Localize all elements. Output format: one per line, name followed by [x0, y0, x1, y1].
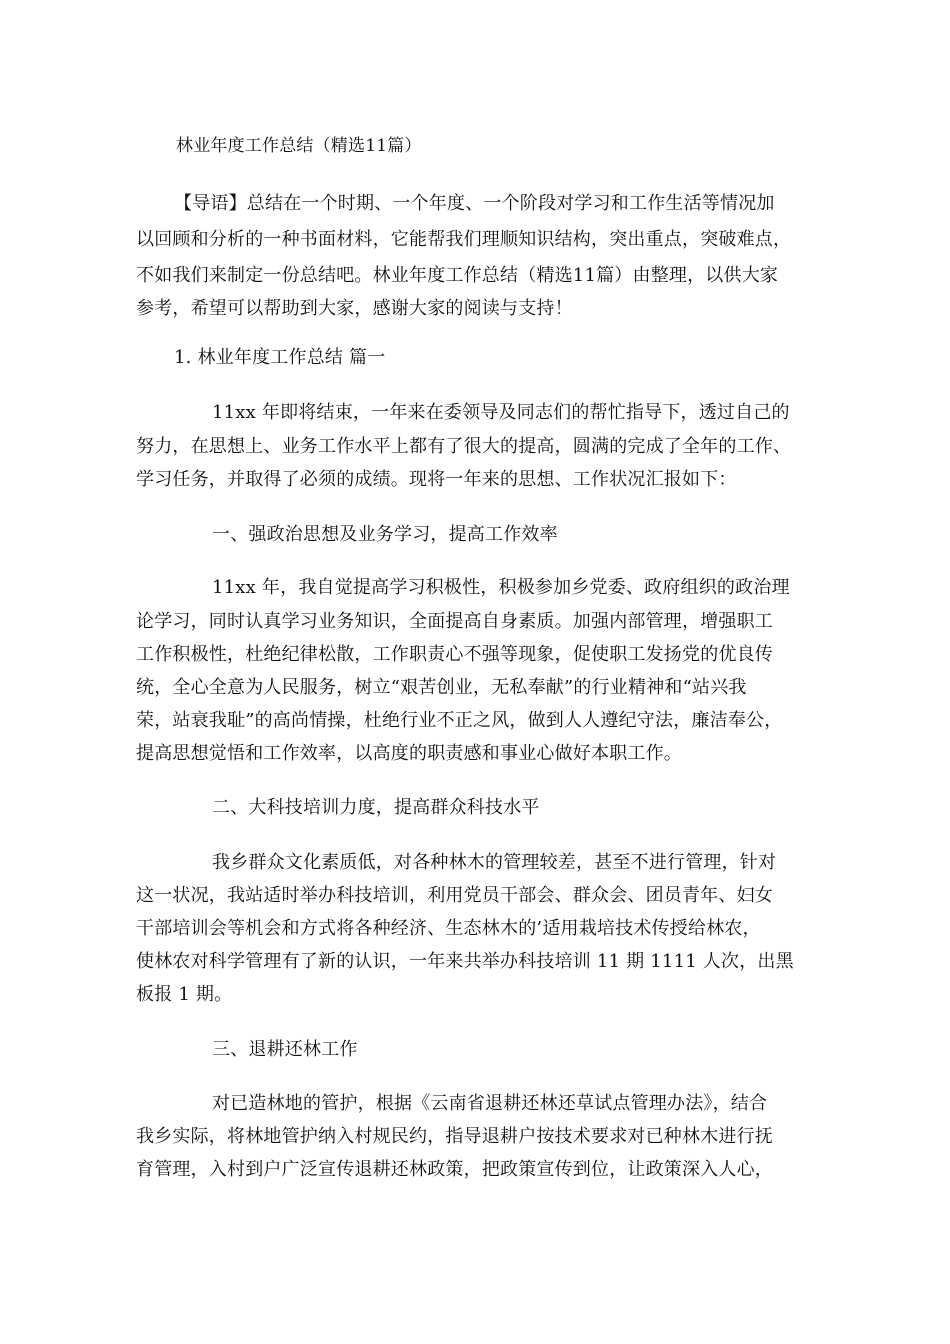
- paragraph-line: 使林农对科学管理有了新的认识，一年来共举办科技培训 11 期 1111 人次，出黑: [136, 951, 794, 972]
- document-title: 林业年度工作总结（精选11篇）: [176, 136, 422, 156]
- paragraph-line: 干部培训会等机会和方式将各种经济、生态林木的’适用栽培技术传授给林农，: [136, 918, 761, 939]
- paragraph-line: 我乡实际，将林地管护纳入村规民约，指导退耕户按技术要求对已种林木进行抚: [136, 1126, 773, 1147]
- paragraph-line: 论学习，同时认真学习业务知识，全面提高自身素质。加强内部管理，增强职工: [136, 611, 773, 632]
- paragraph-line: 板报 1 期。: [136, 984, 233, 1005]
- paragraph-line: 努力，在思想上、业务工作水平上都有了很大的提高，圆满的完成了全年的工作、: [136, 436, 792, 457]
- subsection-heading: 三、退耕还林工作: [212, 1039, 358, 1060]
- paragraph-line: 11xx 年，我自觉提高学习积极性，积极参加乡党委、政府组织的政治理: [212, 577, 790, 598]
- paragraph-line: 学习任务，并取得了必须的成绩。现将一年来的思想、工作状况汇报如下：: [136, 469, 737, 490]
- paragraph-line: 我乡群众文化素质低，对各种林木的管理较差，甚至不进行管理，针对: [212, 852, 777, 873]
- intro-line: 【导语】总结在一个时期、一个年度、一个阶段对学习和工作生活等情况加: [174, 193, 775, 214]
- subsection-heading: 二、大科技培训力度，提高群众科技水平: [212, 797, 540, 818]
- paragraph-line: 11xx 年即将结束，一年来在委领导及同志们的帮忙指导下，透过自己的: [212, 402, 790, 423]
- paragraph-line: 统，全心全意为人民服务，树立“艰苦创业，无私奉献”的行业精神和“站兴我: [136, 677, 747, 698]
- paragraph-line: 对已造林地的管护，根据《云南省退耕还林还草试点管理办法》，结合: [212, 1093, 768, 1114]
- intro-line: 参考，希望可以帮助到大家，感谢大家的阅读与支持！: [136, 298, 573, 319]
- paragraph-line: 育管理，入村到户广泛宣传退耕还林政策，把政策宣传到位，让政策深入人心，: [136, 1159, 773, 1180]
- paragraph-line: 提高思想觉悟和工作效率，以高度的职责感和事业心做好本职工作。: [136, 743, 682, 764]
- paragraph-line: 荣，站衰我耻”的高尚情操，杜绝行业不正之风，做到人人遵纪守法，廉洁奉公，: [136, 710, 783, 731]
- subsection-heading: 一、强政治思想及业务学习，提高工作效率: [212, 524, 558, 545]
- intro-line: 以回顾和分析的一种书面材料，它能帮我们理顺知识结构，突出重点，突破难点，: [136, 229, 792, 250]
- paragraph-line: 这一状况，我站适时举办科技培训，利用党员干部会、群众会、团员青年、妇女: [136, 885, 773, 906]
- paragraph-line: 工作积极性，杜绝纪律松散，工作职责心不强等现象，促使职工发扬党的优良传: [136, 644, 773, 665]
- section-heading: 1. 林业年度工作总结 篇一: [174, 347, 386, 368]
- intro-line: 不如我们来制定一份总结吧。林业年度工作总结（精选11篇）由整理，以供大家: [136, 265, 779, 286]
